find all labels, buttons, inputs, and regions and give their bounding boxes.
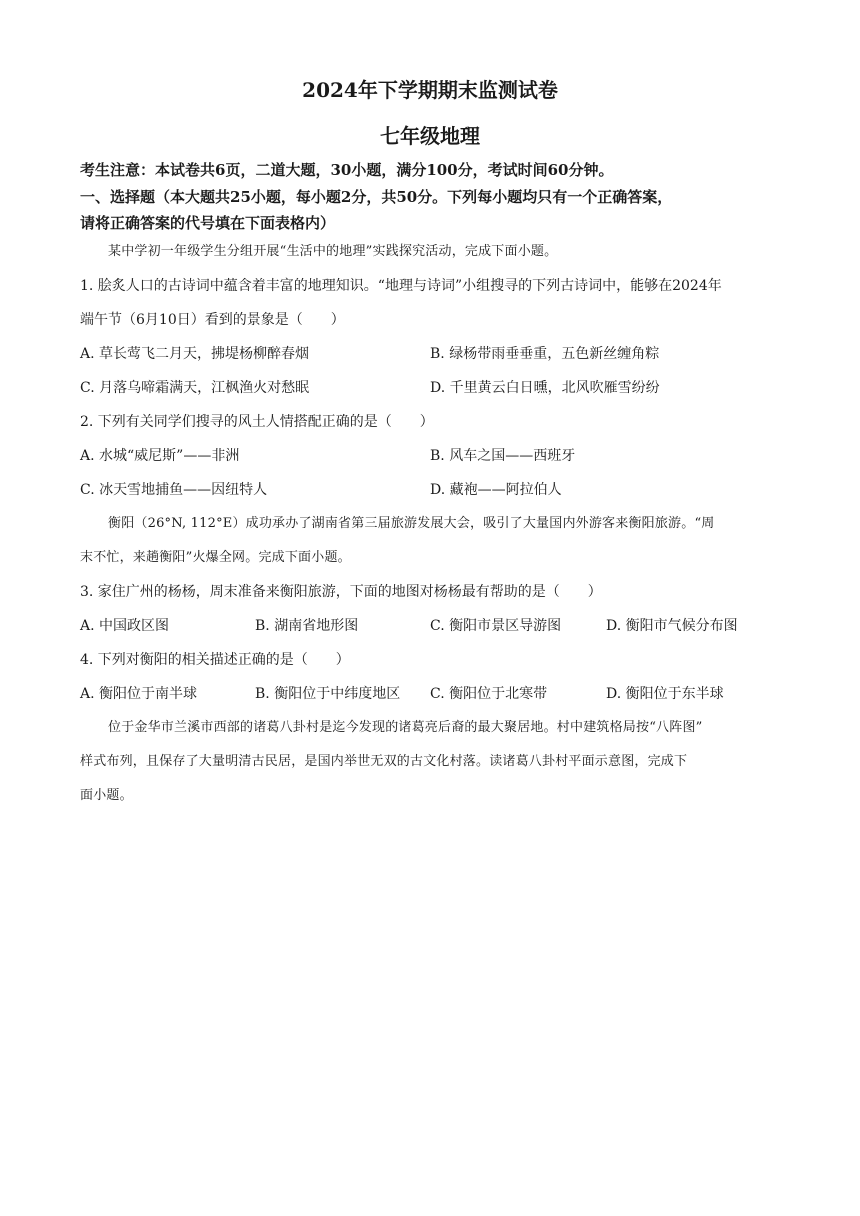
q4-option-c: C. 衡阳位于北寒带 [430,686,548,702]
exam-subtitle: 七年级地理 [380,124,480,148]
q3-option-b: B. 湖南省地形图 [255,618,359,634]
q4-option-d: D. 衡阳位于东半球 [606,686,724,702]
q1-option-c: C. 月落乌啼霜满天，江枫渔火对愁眠 [80,380,310,396]
section-heading-line-1: 一、选择题（本大题共25小题，每小题2分，共50分。下列每小题均只有一个正确答案， [80,188,673,206]
q2-option-a: A. 水城“威尼斯”——非洲 [80,448,240,464]
q4-option-a: A. 衡阳位于南半球 [80,686,198,702]
q4-option-b: B. 衡阳位于中纬度地区 [255,686,401,702]
q1-option-a: A. 草长莺飞二月天，拂堤杨柳醉春烟 [80,346,310,362]
q1-option-b: B. 绿杨带雨垂垂重，五色新丝缠角粽 [430,346,660,362]
exam-title: 2024年下学期期末监测试卷 [302,78,558,102]
exam-notice: 考生注意：本试卷共6页，二道大题，30小题，满分100分，考试时间60分钟。 [80,161,614,179]
q3-stem: 3. 家住广州的杨杨，周末准备来衡阳旅游，下面的地图对杨杨最有帮助的是（ ） [80,584,602,600]
intro-zhuge-line-1: 位于金华市兰溪市西部的诸葛八卦村是迄今发现的诸葛亮后裔的最大聚居地。村中建筑格局按“八阵图” [108,720,703,735]
q3-option-a: A. 中国政区图 [80,618,170,634]
q2-option-b: B. 风车之国——西班牙 [430,448,576,464]
intro-zhuge-line-2: 样式布列，且保存了大量明清古民居，是国内举世无双的古文化村落。读诸葛八卦村平面示意图，完成下 [80,754,688,769]
section-heading-line-2: 请将正确答案的代号填在下面表格内） [80,214,336,232]
intro-activity: 某中学初一年级学生分组开展“生活中的地理”实践探究活动，完成下面小题。 [108,244,558,259]
q1-option-d: D. 千里黄云白日曛，北风吹雁雪纷纷 [430,380,660,396]
q2-option-d: D. 藏袍——阿拉伯人 [430,482,562,498]
intro-hengyang-line-2: 末不忙，来趟衡阳”火爆全网。完成下面小题。 [80,550,351,565]
q3-option-d: D. 衡阳市气候分布图 [606,618,738,634]
q1-stem-line-2: 端午节（6月10日）看到的景象是（ ） [80,312,345,328]
q2-option-c: C. 冰天雪地捕鱼——因纽特人 [80,482,268,498]
q2-stem: 2. 下列有关同学们搜寻的风土人情搭配正确的是（ ） [80,414,434,430]
intro-hengyang-line-1: 衡阳（26°N, 112°E）成功承办了湖南省第三届旅游发展大会，吸引了大量国内外游客来衡阳旅游。“周 [108,516,715,531]
intro-zhuge-line-3: 面小题。 [80,788,133,803]
q4-stem: 4. 下列对衡阳的相关描述正确的是（ ） [80,652,350,668]
q1-stem-line-1: 1. 脍炙人口的古诗词中蕴含着丰富的地理知识。“地理与诗词”小组搜寻的下列古诗词中，能够在2024年 [80,278,722,294]
q3-option-c: C. 衡阳市景区导游图 [430,618,562,634]
